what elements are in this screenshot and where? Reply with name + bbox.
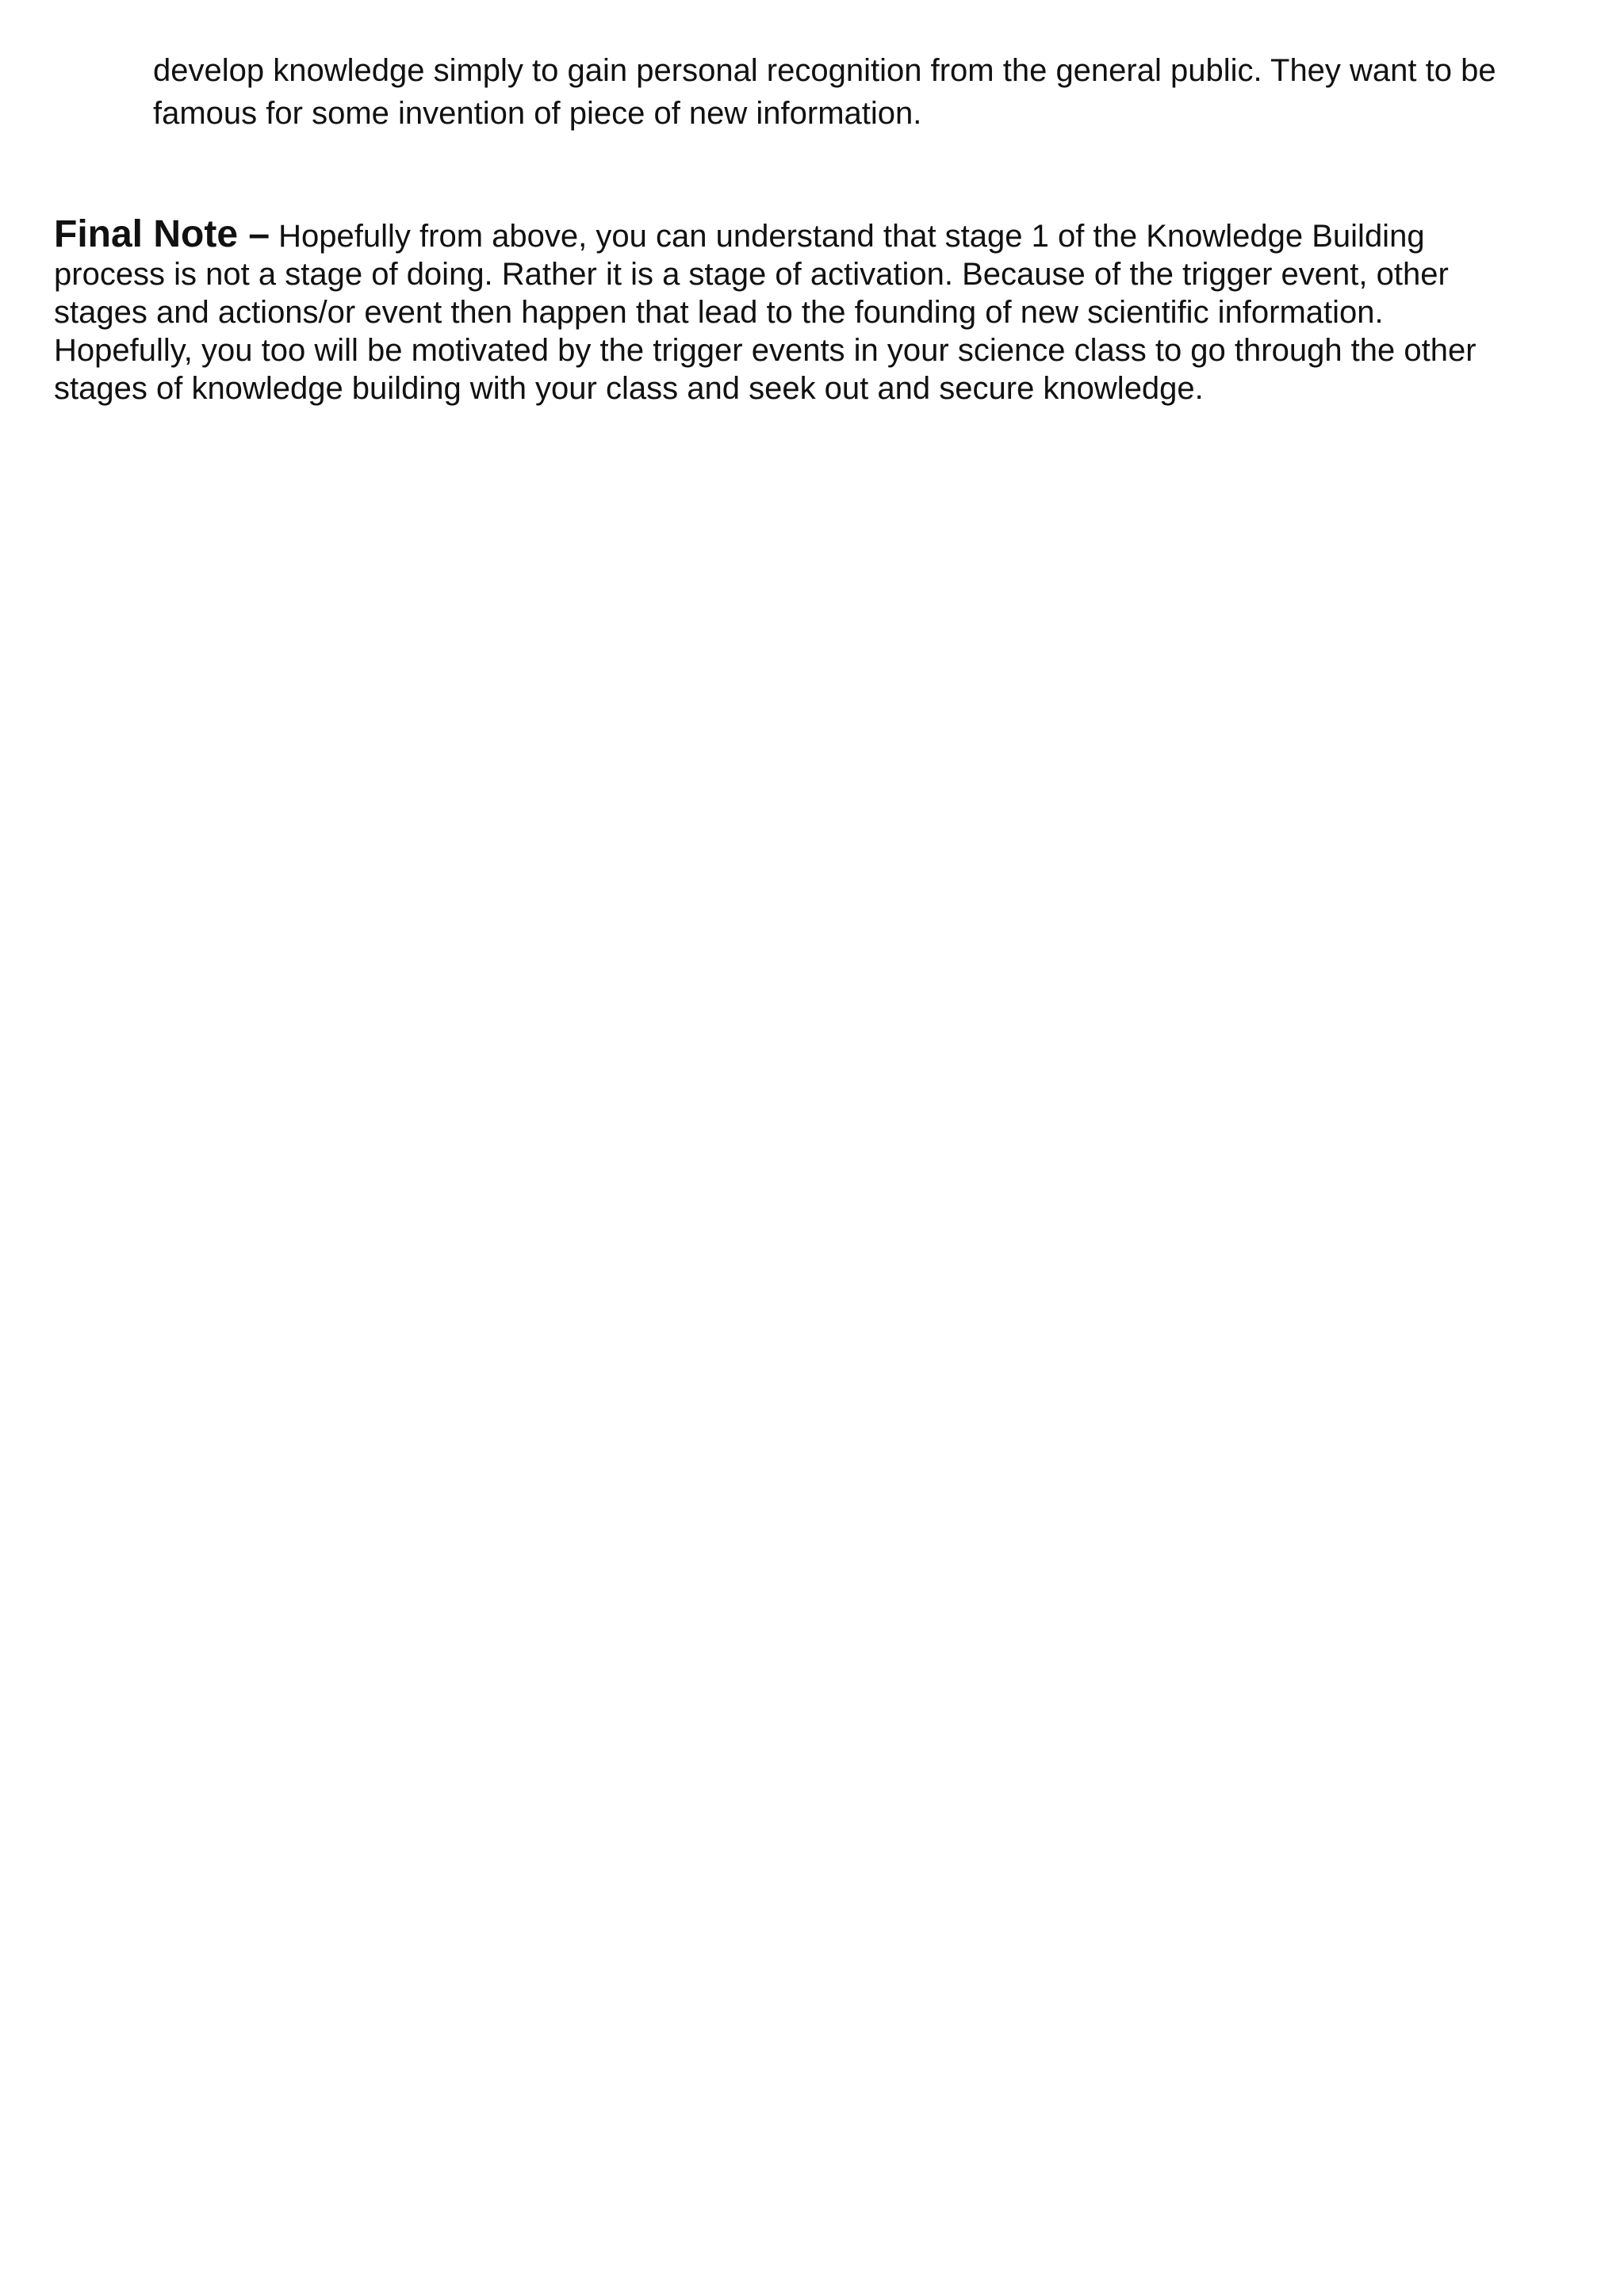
final-note-line: stages of knowledge building with your class and seek out and secure knowledge.: [54, 371, 1204, 406]
final-note-line: Hopefully, you too will be motivated by the trigger events in your science class to go through the other: [54, 333, 1477, 368]
continuation-line: famous for some invention of piece of new information.: [153, 96, 922, 131]
final-note-line: process is not a stage of doing. Rather it is a stage of activation. Because of the trigger event, other: [54, 257, 1449, 292]
continuation-line: develop knowledge simply to gain personal recognition from the general public. They want to be: [153, 53, 1496, 88]
final-note-line: stages and actions/or event then happen that lead to the founding of new scientific information.: [54, 295, 1384, 330]
final-note-heading: Final Note –: [54, 213, 270, 255]
final-note-line: Hopefully from above, you can understand that stage 1 of the Knowledge Building: [278, 219, 1425, 254]
final-note-paragraph: [54, 213, 1572, 408]
final-note-first-line: [54, 213, 1572, 255]
continuation-paragraph: [153, 49, 1572, 135]
